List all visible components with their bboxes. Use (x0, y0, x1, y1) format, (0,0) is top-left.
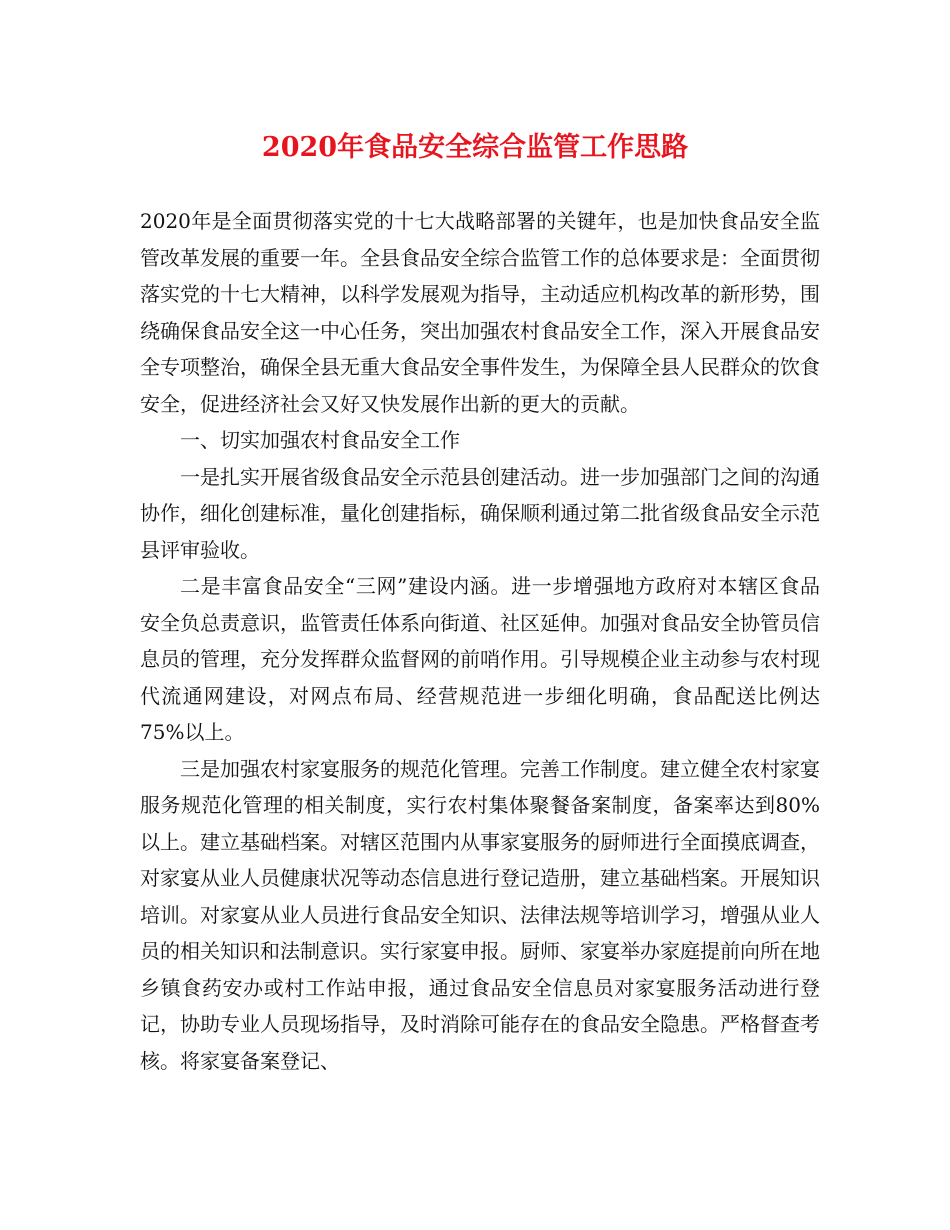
paragraph-item-1: 一是扎实开展省级食品安全示范县创建活动。进一步加强部门之间的沟通协作，细化创建标准，量化创建指标，确保顺利通过第二批省级食品安全示范县评审验收。 (140, 464, 820, 562)
paragraph-intro: 2020年是全面贯彻落实党的十七大战略部署的关键年，也是加快食品安全监管改革发展的重要一年。全县食品安全综合监管工作的总体要求是：全面贯彻落实党的十七大精神，以科学发展观为指导，主动适应机构改革的新形势，围绕确保食品安全这一中心任务，突出加强农村食品安全工作，深入开展食品安全专项整治，确保全县无重大食品安全事件发生，为保障全县人民群众的饮食安全，促进经济社会又好又快发展作出新的更大的贡献。 (140, 209, 820, 416)
document-title: 2020年食品安全综合监管工作思路 (261, 132, 689, 163)
section-heading-1: 一、切实加强农村食品安全工作 (180, 428, 460, 452)
paragraph-item-3: 三是加强农村家宴服务的规范化管理。完善工作制度。建立健全农村家宴服务规范化管理的相关制度，实行农村集体聚餐备案制度，备案率达到80%以上。建立基础档案。对辖区范围内从事家宴服务的厨师进行全面摸底调查，对家宴从业人员健康状况等动态信息进行登记造册，建立基础档案。开展知识培训。对家宴从业人员进行食品安全知识、法律法规等培训学习，增强从业人员的相关知识和法制意识。实行家宴申报。厨师、家宴举办家庭提前向所在地乡镇食药安办或村工作站申报，通过食品安全信息员对家宴服务活动进行登记，协助专业人员现场指导，及时消除可能存在的食品安全隐患。严格督查考核。将家宴备案登记、 (140, 756, 820, 1073)
paragraph-item-2: 二是丰富食品安全“三网”建设内涵。进一步增强地方政府对本辖区食品安全负总责意识，监管责任体系向街道、社区延伸。加强对食品安全协管员信息员的管理，充分发挥群众监督网的前哨作用。引导规模企业主动参与农村现代流通网建设，对网点布局、经营规范进一步细化明确，食品配送比例达75%以上。 (140, 574, 820, 744)
document-body (140, 203, 820, 1079)
